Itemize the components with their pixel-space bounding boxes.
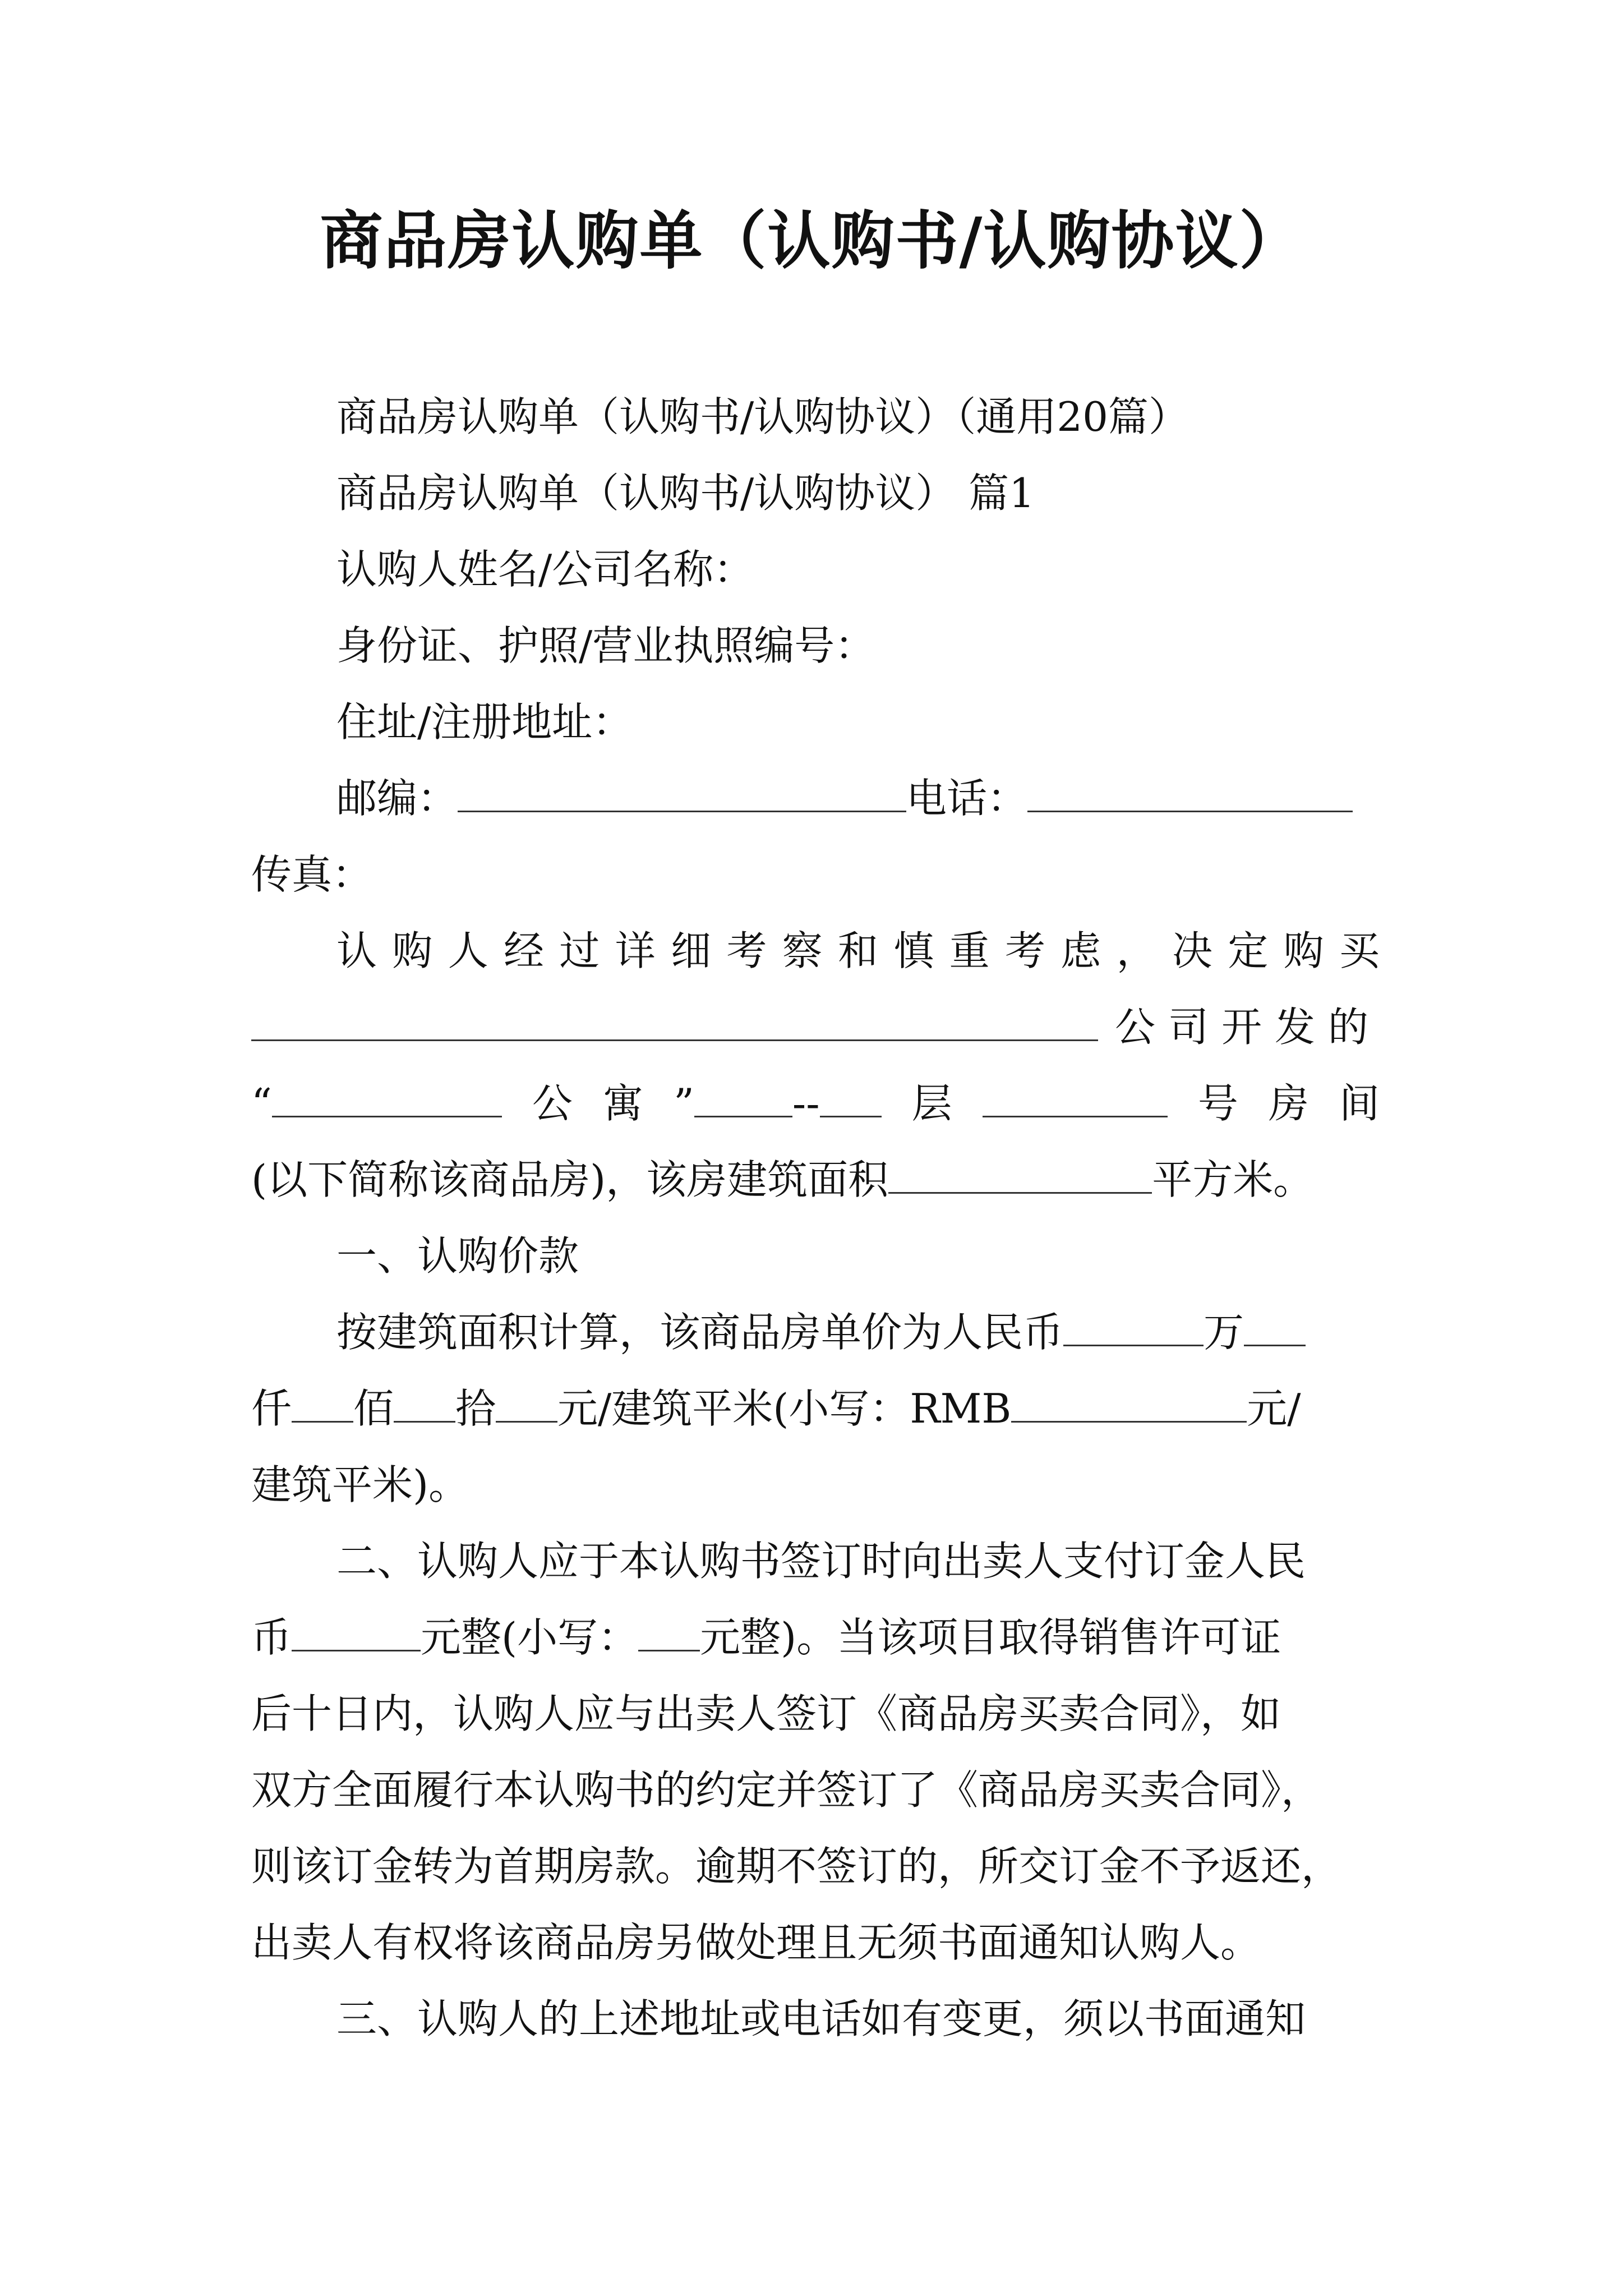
paragraph-line: [251, 1752, 1380, 1828]
line-text: 三、认购人的上述地址或电话如有变更，须以书面通知: [336, 1995, 1306, 2042]
form-field-line: [251, 836, 1380, 913]
price-shi-blank: [496, 1383, 557, 1423]
field-label-phone: 电话：: [906, 775, 1028, 822]
line-text: 商品房认购单（认购书/认购协议） 篇1: [336, 470, 1035, 517]
field-label-postcode: 邮编：: [336, 775, 458, 822]
line-text: 层: [881, 1080, 983, 1127]
line-text: 公寓”: [501, 1080, 694, 1127]
phone-blank: [1027, 772, 1353, 812]
line-text: 元整)。当该项目取得销售许可证: [700, 1614, 1281, 1661]
line-text: 元整(小写：: [421, 1614, 639, 1661]
paragraph-line: [251, 455, 1380, 531]
line-text: 万: [1204, 1309, 1244, 1356]
paragraph-line: [251, 1447, 1380, 1523]
building-blank: [694, 1078, 792, 1117]
area-blank: [888, 1154, 1152, 1194]
document-title: 商品房认购单（认购书/认购协议）: [320, 204, 1303, 278]
room-blank: [983, 1078, 1168, 1117]
price-qian-blank: [292, 1383, 353, 1423]
floor-blank: [820, 1078, 882, 1117]
line-text: 商品房认购单（认购书/认购协议）（通用20篇）: [336, 393, 1189, 440]
paragraph-line: [251, 1065, 1380, 1142]
line-text: 二、认购人应于本认购书签订时向出卖人支付订金人民: [336, 1538, 1306, 1585]
section-heading: [251, 1218, 1380, 1294]
price-blank: [1063, 1306, 1204, 1346]
rmb-blank: [1011, 1383, 1247, 1423]
paragraph-line: [251, 1904, 1380, 1981]
price-bai-blank: [394, 1383, 455, 1423]
line-text: 仟: [251, 1385, 292, 1432]
paragraph-line: [251, 1676, 1380, 1752]
apartment-blank: [272, 1078, 502, 1117]
postcode-blank: [458, 772, 906, 812]
paragraph-line: [251, 1294, 1380, 1370]
paragraph-line: [251, 1142, 1380, 1218]
line-text: 后十日内，认购人应与出卖人签订《商品房买卖合同》，如: [251, 1690, 1281, 1737]
form-field-line: [251, 531, 1380, 608]
line-text: 认购人经过详细考察和慎重考虑，决定购买: [336, 927, 1380, 974]
paragraph-line: [251, 989, 1380, 1065]
line-text: 佰: [353, 1385, 394, 1432]
line-text: 平方米。: [1152, 1156, 1314, 1203]
form-field-line: [251, 760, 1380, 836]
line-text: 一、认购价款: [336, 1232, 579, 1280]
paragraph-line: [251, 1523, 1380, 1599]
line-text: 号房间: [1167, 1080, 1380, 1127]
line-text: 建筑平米)。: [251, 1461, 469, 1508]
line-text: 出卖人有权将该商品房另做处理且无须书面通知认购人。: [251, 1919, 1261, 1966]
line-text: (以下简称该商品房)，该房建筑面积: [251, 1156, 889, 1203]
document-body: [251, 379, 1380, 2057]
paragraph-line: [251, 1828, 1380, 1904]
line-text: 元/建筑平米(小写：RMB: [557, 1385, 1012, 1432]
price-wan-blank: [1244, 1306, 1306, 1346]
paragraph-line: [251, 1981, 1380, 2057]
line-text: 双方全面履行本认购书的约定并签订了《商品房买卖合同》，: [251, 1766, 1322, 1814]
field-label-id-number: 身份证、护照/营业执照编号：: [336, 622, 875, 669]
paragraph-line: [251, 379, 1380, 455]
field-label-address: 住址/注册地址：: [336, 698, 633, 746]
field-label-fax: 传真：: [251, 851, 373, 898]
line-text: 币: [251, 1614, 292, 1661]
form-field-line: [251, 684, 1380, 760]
line-text: “: [251, 1080, 272, 1127]
line-text: 公司开发的: [1115, 1004, 1380, 1051]
line-text: 则该订金转为首期房款。逾期不签订的，所交订金不予返还，: [251, 1843, 1342, 1890]
developer-blank: [251, 1001, 1098, 1041]
paragraph-line: [251, 913, 1380, 989]
field-label-buyer-name: 认购人姓名/公司名称：: [336, 546, 754, 593]
paragraph-line: [251, 1370, 1380, 1447]
line-text: --: [792, 1080, 820, 1127]
deposit-small-blank: [638, 1612, 700, 1651]
form-field-line: [251, 608, 1380, 684]
line-text: 拾: [455, 1385, 496, 1432]
line-text: 按建筑面积计算，该商品房单价为人民币: [336, 1309, 1064, 1356]
deposit-blank: [292, 1612, 421, 1651]
line-text: 元/: [1247, 1385, 1301, 1432]
paragraph-line: [251, 1599, 1380, 1676]
